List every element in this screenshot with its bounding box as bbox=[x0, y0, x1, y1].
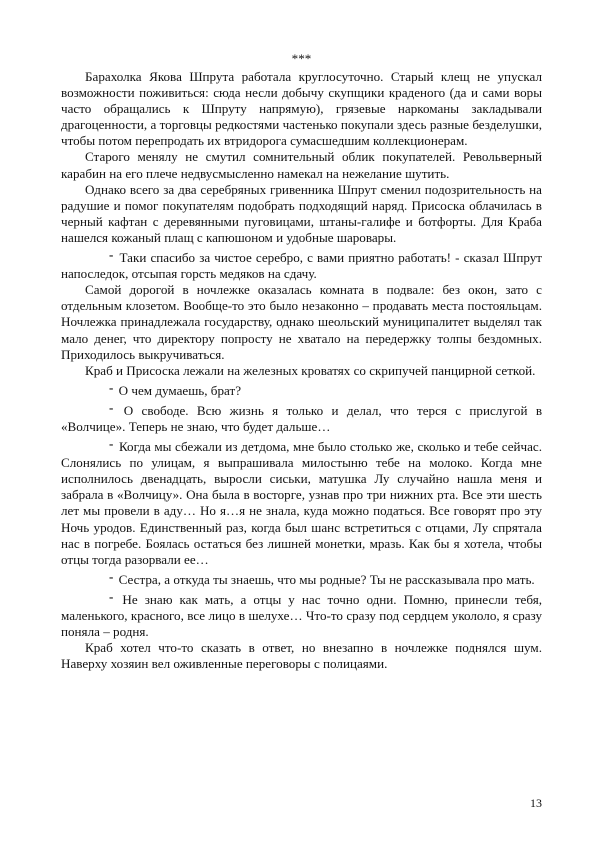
paragraph-text: Барахолка Якова Шпрута работала круглосуточно. Старый клещ не упускал возможности поживиться: сюда несли добычу скупщики краденого (да и сами воры часто обращались к Шпруту напрямую), грязевые наркоманы закладывали драгоценности, а торговцы редкостями частенько покупали здесь разные безделушки, чтобы потом перепродать их втридорога сумасшедшим коллекционерам. bbox=[61, 69, 542, 149]
paragraph-text: Краб хотел что-то сказать в ответ, но внезапно в ночлежке поднялся шум. Наверху хозяин вел оживленные переговоры с полицаями. bbox=[61, 640, 542, 672]
dialog-line bbox=[61, 399, 542, 435]
dialog-text: О чем думаешь, брат? bbox=[118, 382, 242, 398]
dialog-text: Не знаю как мать, а отцы у нас точно одни. Помню, принесли тебя, маленького, красного, все лицо в шелухе… Что-то сразу под сердцем укололо, я сразу поняла – родня. bbox=[61, 591, 542, 640]
dialog-text: Когда мы сбежали из детдома, мне было столько же, сколько и тебе сейчас. Слонялись по улицам, я выпрашивала милостыню тебе на молоко. Когда мне исполнилось двенадцать, выросли сиськи, матушка Лу случайно нашла меня и забрала в «Волчицу». Она была в восторге, узнав про три нижних рта. Все эти шесть лет мы провели в аду… Но я…я не знала, куда можно податься. Все говорят про эту Ночь уродов. Единственный раз, когда был шанс встретиться с отцами, Лу спрятала нас в погребе. Боялась остаться без лишней монетки, мразь. Как бы я хотела, чтобы отцы тогда разорвали ее… bbox=[61, 439, 542, 567]
paragraph bbox=[61, 282, 542, 362]
dialog-line bbox=[61, 568, 542, 588]
paragraph-text: Краб и Присоска лежали на железных кроватях со скрипучей панцирной сеткой. bbox=[85, 362, 536, 378]
paragraph-text: Старого менялу не смутил сомнительный облик покупателей. Револьверный карабин на его плече недвусмысленно намекал на нежелание шутить. bbox=[61, 149, 542, 181]
dialog-dash: - bbox=[109, 588, 114, 604]
paragraph-text: Самой дорогой в ночлежке оказалась комната в подвале: без окон, зато с отдельным клозетом. Вообще-то это было незаконно – продавать места постояльцам. Ночлежка принадлежала государству, однако шеольский муниципалитет выделял так мало денег, что директору попросту не хватало на передержку толпы бездомных. Приходилось выкручиваться. bbox=[61, 282, 542, 362]
paragraph bbox=[61, 69, 542, 149]
dialog-dash: - bbox=[109, 399, 114, 415]
dialog-dash: - bbox=[109, 247, 114, 263]
dialog-line bbox=[61, 379, 542, 399]
dialog-text: О свободе. Всю жизнь я только и делал, что терся с прислугой в «Волчице». Теперь не знаю, что будет дальше… bbox=[61, 402, 542, 434]
dialog-dash: - bbox=[109, 436, 114, 452]
dialog-line bbox=[61, 247, 542, 282]
paragraph-text: Однако всего за два серебряных гривенника Шпрут сменил подозрительность на радушие и помог покупателям подобрать подходящий наряд. Присоска облачилась в черный кафтан с деревянными пуговицами, штаны-галифе и ботфорты. Для Краба нашелся кожаный плащ с капюшоном и удобные шаровары. bbox=[61, 181, 542, 245]
dialog-line bbox=[61, 436, 542, 568]
dialog-text: Таки спасибо за чистое серебро, с вами приятно работать! - сказал Шпрут напоследок, отсыпая горсть медяков на сдачу. bbox=[61, 250, 542, 282]
paragraph bbox=[61, 640, 542, 672]
paragraph bbox=[61, 149, 542, 181]
paragraph bbox=[61, 182, 542, 246]
dialog-text: Сестра, а откуда ты знаешь, что мы родные? Ты не рассказывала про мать. bbox=[118, 571, 535, 587]
paragraph bbox=[61, 363, 542, 379]
dialog-line bbox=[61, 588, 542, 640]
dialog-dash: - bbox=[109, 379, 114, 395]
dialog-dash: - bbox=[109, 568, 114, 584]
page-content bbox=[61, 52, 542, 672]
page-number: 13 bbox=[530, 796, 542, 810]
scene-separator: *** bbox=[291, 51, 312, 66]
